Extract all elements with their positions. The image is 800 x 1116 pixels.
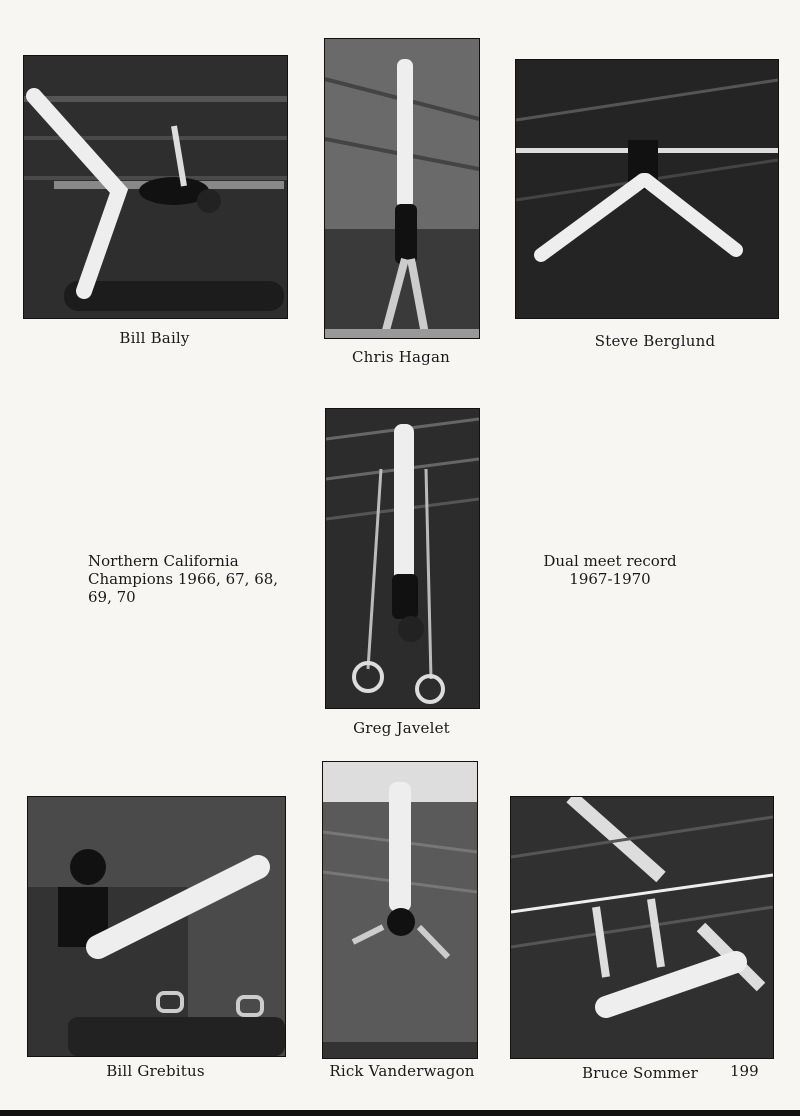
photo-bruce-sommer xyxy=(510,796,774,1059)
photo-chris-hagan xyxy=(324,38,480,339)
gymnast-pommel-horse-figure-2 xyxy=(28,797,285,1056)
gymnast-high-bar-figure xyxy=(511,797,773,1058)
caption-greg-javelet: Greg Javelet xyxy=(353,719,450,737)
photo-bill-baily xyxy=(23,55,288,319)
photo-steve-berglund xyxy=(515,59,779,319)
gymnast-pommel-figure-1 xyxy=(24,56,287,318)
blurb-line: Dual meet record xyxy=(543,552,677,570)
caption-rick-vanderwagon: Rick Vanderwagon xyxy=(329,1062,475,1080)
blurb-line: Champions 1966, 67, 68, xyxy=(88,570,279,588)
photo-greg-javelet xyxy=(325,408,480,709)
gymnast-handstand-figure xyxy=(325,39,479,338)
caption-bill-baily: Bill Baily xyxy=(119,329,190,347)
championship-blurb xyxy=(88,552,288,606)
caption-bill-grebitus: Bill Grebitus xyxy=(106,1062,205,1080)
gymnast-rings-figure xyxy=(326,409,479,708)
blurb-line: Northern California xyxy=(88,552,239,570)
gymnast-high-bar-straddle-figure xyxy=(516,60,778,318)
caption-chris-hagan: Chris Hagan xyxy=(351,348,450,366)
caption-bruce-sommer: Bruce Sommer xyxy=(581,1064,699,1082)
page-number: 199 xyxy=(730,1062,759,1080)
blurb-line: 1967-1970 xyxy=(569,570,651,588)
bottom-rule xyxy=(0,1110,800,1116)
gymnast-rings-inverted-figure xyxy=(323,762,477,1058)
caption-steve-berglund: Steve Berglund xyxy=(594,332,716,350)
blurb-line: 69, 70 xyxy=(88,588,136,606)
dual-meet-blurb xyxy=(540,552,680,588)
photo-rick-vanderwagon xyxy=(322,761,478,1059)
photo-bill-grebitus xyxy=(27,796,286,1057)
